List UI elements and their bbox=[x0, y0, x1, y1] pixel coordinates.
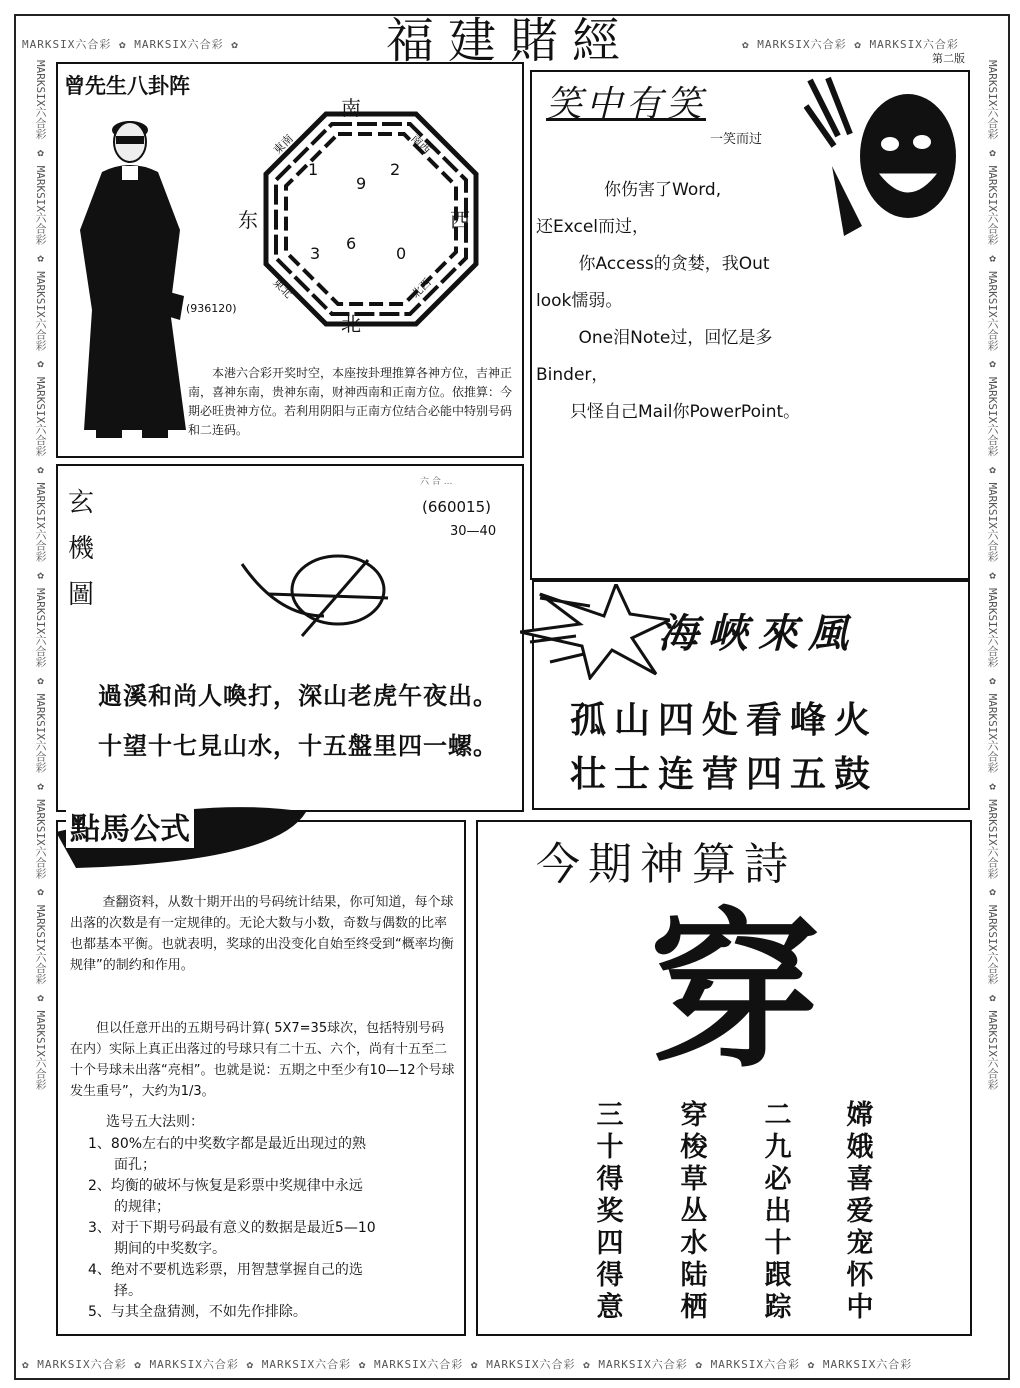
xuanji-panel bbox=[56, 464, 524, 812]
xuanji-range: 30—40 bbox=[450, 524, 497, 539]
direction-south: 南 bbox=[341, 96, 361, 120]
bagua-number: 6 bbox=[346, 234, 357, 253]
joke-line: 你伤害了Word, bbox=[604, 180, 722, 200]
watermark-band-top-left: MARKSIX六合彩 ✿ MARKSIX六合彩 ✿ bbox=[22, 38, 239, 51]
rule-item: 4、绝对不要机选彩票，用智慧掌握自己的选 择。 bbox=[88, 1262, 363, 1299]
poem-column: 嫦 娥 喜 爱 宠 怀 中 bbox=[846, 1100, 874, 1323]
photo-caption: (936120) bbox=[186, 302, 237, 315]
direction-northeast: 東北 bbox=[270, 275, 296, 301]
joke-line: 只怪自己Mail你PowerPoint。 bbox=[570, 402, 801, 422]
direction-southwest: 南西 bbox=[408, 131, 434, 157]
xuanji-code-header: 六 合 ... bbox=[420, 477, 453, 487]
direction-north: 北 bbox=[341, 312, 361, 336]
edition-label: 第二版 bbox=[932, 52, 965, 65]
laughing-face-icon bbox=[804, 76, 966, 246]
haixia-line-1: 孤山四处看峰火 bbox=[570, 700, 879, 741]
bagua-number: 2 bbox=[390, 160, 401, 179]
direction-southeast: 東南 bbox=[270, 131, 296, 157]
xuanji-code: (660015) bbox=[422, 498, 491, 516]
page-title: 福建賭經 bbox=[385, 13, 634, 69]
dianma-paragraph: 查翻资料，从数十期开出的号码统计结果，你可知道，每个球出落的次数是有一定规律的。无论大数与小数，奇数与偶数的比率也都基本平衡。也就表明，奖球的出没变化自始至终受到“概率均衡规律”的制约和作用。 bbox=[70, 895, 454, 973]
portrait-figure-icon bbox=[62, 100, 202, 456]
rule-item: 5、与其全盘猜测，不如先作排除。 bbox=[88, 1304, 307, 1320]
haixia-heading: 海峽來風 bbox=[658, 610, 858, 657]
poem-panel bbox=[476, 820, 972, 1336]
bagua-heading: 曾先生八卦阵 bbox=[64, 74, 190, 98]
xuanji-line-1: 過溪和尚人喚打，深山老虎午夜出。 bbox=[98, 682, 498, 710]
direction-northwest: 北西 bbox=[408, 275, 434, 301]
watermark-band-top-right: ✿ MARKSIX六合彩 ✿ MARKSIX六合彩 bbox=[742, 38, 959, 51]
rule-item: 1、80%左右的中奖数字都是最近出现过的熟 面孔； bbox=[88, 1136, 367, 1173]
rules-title: 选号五大法则： bbox=[106, 1114, 204, 1130]
joke-line: 你Access的贪婪，我Out bbox=[578, 254, 770, 274]
dianma-paragraph: 但以任意开出的五期号码计算( 5X7=35球次，包括特别号码在内）实际上真正出落过的号球只有二十五、六个，尚有十五至二十个号球未出落“亮相”。也就是说：五期之中至少有10—12个号球发生重号”，大约为1/3。 bbox=[70, 1021, 455, 1099]
watermark-band-bottom: ✿ MARKSIX六合彩 ✿ MARKSIX六合彩 ✿ MARKSIX六合彩 ✿ MARKSIX六合彩 ✿ MARKSIX六合彩 ✿ MARKSIX六合彩 ✿ MARKSIX六合彩 ✿ MARKSIX六合彩 bbox=[22, 1358, 913, 1371]
starburst-icon bbox=[520, 584, 670, 680]
haixia-line-2: 壮士连营四五鼓 bbox=[570, 754, 879, 795]
bagua-number: 1 bbox=[308, 160, 319, 179]
joke-panel bbox=[530, 70, 970, 580]
xuanji-heading-char: 機 bbox=[68, 534, 95, 564]
joke-heading: 笑中有笑 bbox=[546, 84, 707, 125]
joke-line: Binder， bbox=[536, 365, 609, 385]
rule-item: 2、均衡的破坏与恢复是彩票中奖规律中永远 的规律； bbox=[88, 1178, 363, 1215]
direction-east: 东 bbox=[238, 208, 258, 232]
joke-line: 还Excel而过， bbox=[536, 217, 650, 237]
joke-line: One泪Note过，回忆是多 bbox=[578, 328, 773, 348]
haixia-panel bbox=[532, 580, 970, 810]
xuanji-heading-char: 玄 bbox=[68, 488, 95, 518]
xuanji-line-2: 十望十七見山水，十五盤里四一螺。 bbox=[98, 732, 498, 760]
dianma-heading: 點馬公式 bbox=[66, 804, 194, 848]
bagua-number: 3 bbox=[310, 244, 321, 263]
poem-big-character: 穿 bbox=[650, 892, 821, 1092]
poem-heading: 今期神算詩 bbox=[536, 839, 796, 890]
bagua-number: 0 bbox=[396, 244, 407, 263]
dianma-panel bbox=[56, 812, 466, 1336]
bagua-panel bbox=[56, 62, 524, 458]
poem-column: 三 十 得 奖 四 得 意 bbox=[596, 1100, 624, 1323]
watermark-band-left: MARKSIX六合彩 ✿ MARKSIX六合彩 ✿ MARKSIX六合彩 ✿ MARKSIX六合彩 ✿ MARKSIX六合彩 ✿ MARKSIX六合彩 ✿ MARKSIX六合彩 ✿ MARKSIX六合彩 ✿ MARKSIX六合彩 ✿ MARKSIX六合彩 bbox=[34, 60, 47, 1090]
joke-line: look懦弱。 bbox=[536, 291, 623, 311]
bagua-description: 本港六合彩开奖时空，本座按卦理推算各神方位，吉神正南，喜神东南，贵神东南，财神西南和正南方位。依推算：今期必旺贵神方位。若利用阴阳与正南方位结合必能中特别号码和二连码。 bbox=[188, 366, 513, 437]
poem-column: 二 九 必 出 十 跟 踪 bbox=[764, 1100, 792, 1323]
xuanji-heading bbox=[68, 480, 98, 618]
mystery-glyph-icon bbox=[238, 546, 398, 646]
rule-item: 3、对于下期号码最有意义的数据是最近5—10 期间的中奖数字。 bbox=[88, 1220, 376, 1257]
poem-column: 穿 梭 草 丛 水 陆 栖 bbox=[680, 1100, 708, 1323]
xuanji-heading-char: 圖 bbox=[68, 580, 95, 610]
bagua-number: 9 bbox=[356, 174, 367, 193]
watermark-band-right: MARKSIX六合彩 ✿ MARKSIX六合彩 ✿ MARKSIX六合彩 ✿ MARKSIX六合彩 ✿ MARKSIX六合彩 ✿ MARKSIX六合彩 ✿ MARKSIX六合彩 ✿ MARKSIX六合彩 ✿ MARKSIX六合彩 ✿ MARKSIX六合彩 bbox=[986, 60, 999, 1090]
joke-subtitle: 一笑而过 bbox=[710, 132, 763, 147]
direction-west: 西 bbox=[450, 208, 470, 232]
